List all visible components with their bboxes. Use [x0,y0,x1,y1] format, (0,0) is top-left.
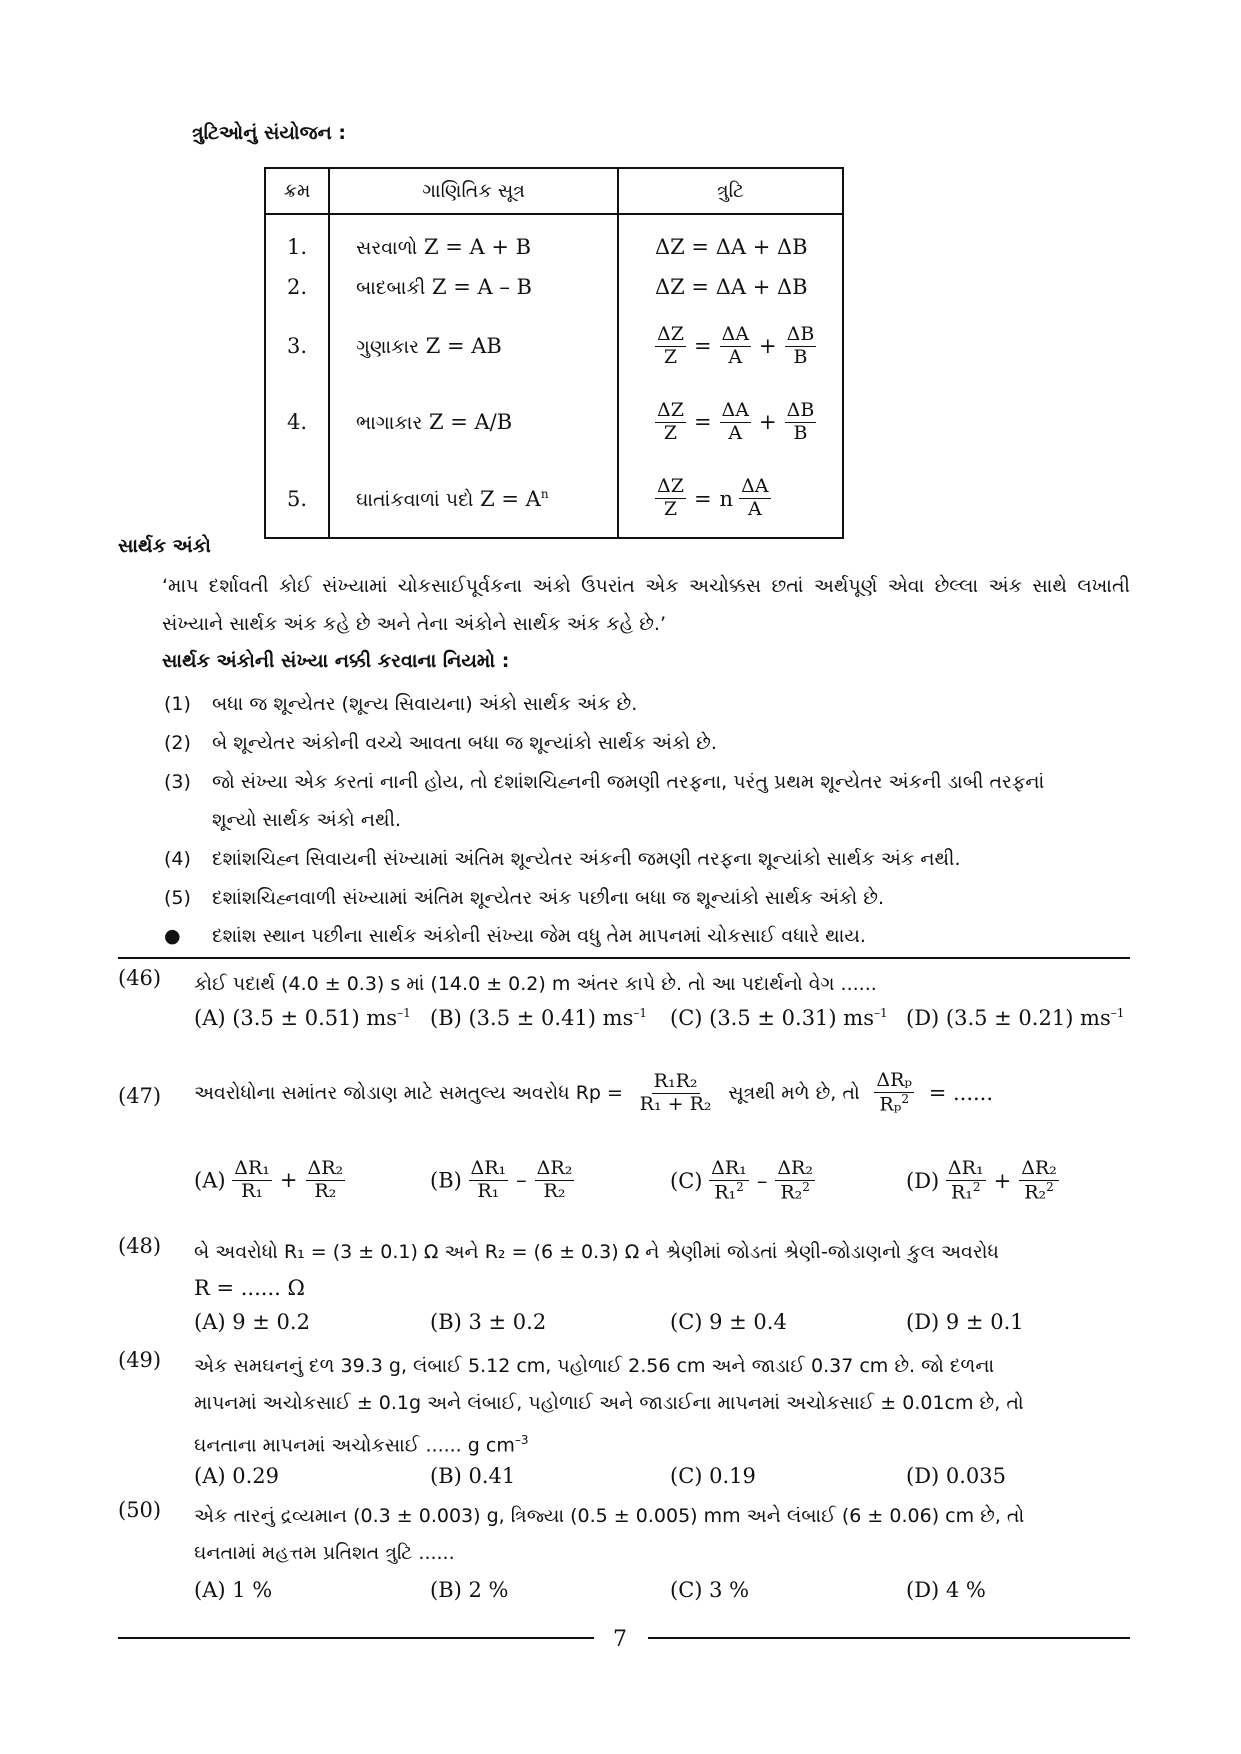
footer-rule-right [648,1637,1130,1639]
operation-label: ઘાતાંકવાળાં પદો [356,488,474,511]
fraction: $\frac{\Delta A}{A}$ [721,322,749,368]
row-number: 4. [265,384,329,460]
question-text-line: બે અવરોધો R₁ = (3 ± 0.1) Ω અને R₂ = (6 ± 0.3) Ω ને શ્રેણીમાં જોડતાં શ્રેણી-જોડાણનો કુલ અવરોધ [194,1241,999,1263]
row-number: 3. [265,308,329,384]
question-text-line: ઘનતાના માપનમાં અચોકસાઈ ...... g $cm^{-3}$ [194,1433,529,1457]
section-divider [118,957,1130,959]
formula-expression: Z = A [480,486,541,511]
table-row [265,214,843,266]
formula-cell [329,266,618,308]
column-header-serial: ક્રમ [265,168,329,214]
operation-label: ભાગાકાર [356,412,423,434]
definition-paragraph: ‘માપ દર્શાવતી કોઈ સંખ્યામાં ચોકસાઈપૂર્વકના અંકો ઉપરાંત એક અચોક્કસ છતાં અર્થપૂર્ણ એવા છેલ્લા અંક સાથે લખાતી સંખ્યાને સાર્થક અંક કહે છે અને તેના અંકોને સાર્થક અંક કહે છે.’ [162,575,1130,635]
option-c[interactable]: (C) 3 % [670,1578,750,1602]
formula-expression: Z = AB [425,334,502,358]
option-d[interactable]: (D) 9 ± 0.1 [906,1310,1024,1334]
rule-item-continuation: શૂન્યો સાર્થક અંકો નથી. [212,809,402,831]
question-46 [118,966,1130,1046]
table-row [265,460,843,538]
question-number: (49) [118,1348,162,1372]
rules-heading: સાર્થક અંકોની સંખ્યા નક્કી કરવાના નિયમો : [162,650,510,672]
row-number: 5. [265,460,329,538]
column-header-error: ત્રુટિ [618,168,843,214]
question-text-line: એક તારનું દ્રવ્યમાન (0.3 ± 0.003) g, ત્રિજ્યા (0.5 ± 0.005) mm અને લંબાઈ (6 ± 0.06) cm છે, તો [194,1505,1025,1527]
option-a[interactable]: (A) (3.5 ± 0.51) $ms^{-1}$ [194,1006,411,1030]
fraction: $\frac{\Delta Z}{Z}$ [657,475,684,520]
formula-cell [329,308,618,384]
fraction: $\frac{\Delta A}{A}$ [721,398,749,444]
formula-expression: Z = A – B [431,275,532,299]
options-row [194,1578,1130,1614]
options-row [194,1158,1130,1218]
option-d[interactable]: (D) (3.5 ± 0.21) $ms^{-1}$ [906,1006,1125,1030]
option-d[interactable]: (D) $\frac{\text{ΔR₁}}{R_1^2}$ + $\frac{\text{ΔR₂}}{R_2^2}$ [906,1157,1057,1204]
fraction: $\frac{\Delta Z}{Z}$ [657,322,684,368]
page-number: 7 [613,1627,627,1652]
question-48 [118,1234,1130,1344]
table-row [265,384,843,460]
options-row [194,1006,1130,1042]
question-text-line: ઘનતામાં મહત્તમ પ્રતિશત ત્રુટિ ...... [194,1542,455,1564]
rule-item: (1) બધા જ શૂન્યેતર (શૂન્ય સિવાયના) અંકો સાર્થક અંક છે. [164,693,638,715]
question-text: કોઈ પદાર્થ (4.0 ± 0.3) s માં (14.0 ± 0.2) m અંતર કાપે છે. તો આ પદાર્થનો વેગ ...... [194,973,877,995]
error-expression: ΔZ = ΔA + ΔB [618,266,843,308]
error-combination-table [264,167,844,539]
option-a[interactable]: (A) $\frac{\text{ΔR₁}}{\text{R₁}}$ + $\frac{\text{ΔR₂}}{\text{R₂}}$ [194,1157,344,1202]
fraction: $\frac{\text{ΔRₚ}}{R_p^2}$ [876,1069,913,1116]
question-number: (47) [118,1084,162,1108]
question-50 [118,1498,1130,1618]
column-header-formula: ગાણિતિક સૂત્ર [329,168,618,214]
option-c[interactable]: (C) 0.19 [670,1464,756,1488]
option-c[interactable]: (C) $\frac{\text{ΔR₁}}{R_1^2}$ – $\frac{\text{ΔR₂}}{R_2^2}$ [670,1157,813,1204]
formula-expression: Z = A + B [423,235,532,259]
options-row [194,1464,1130,1500]
rule-item: (5) દશાંશચિહ્નવાળી સંખ્યામાં અંતિમ શૂન્યેતર અંક પછીના બધા જ શૂન્યાંકો સાર્થક અંકો છે. [164,887,884,909]
operation-label: બાદબાકી [356,277,426,299]
fraction: $\frac{\Delta B}{B}$ [786,322,815,368]
option-c[interactable]: (C) (3.5 ± 0.31) $ms^{-1}$ [670,1006,888,1030]
error-expression: $\frac{\Delta Z}{Z}$ = $\frac{\Delta A}{A}$ + $\frac{\Delta B}{B}$ [618,384,843,460]
option-a[interactable]: (A) 9 ± 0.2 [194,1310,310,1334]
operation-label: સરવાળો [356,237,418,259]
formula-cell [329,384,618,460]
fraction: $\frac{\Delta A}{A}$ [741,475,769,520]
fraction: $\frac{\Delta Z}{Z}$ [657,398,684,444]
option-a[interactable]: (A) 0.29 [194,1464,279,1488]
fraction: $\frac{\Delta B}{B}$ [786,398,815,444]
footer-rule-left [118,1637,594,1639]
option-c[interactable]: (C) 9 ± 0.4 [670,1310,787,1334]
formula-cell [329,460,618,538]
question-number: (48) [118,1234,162,1258]
table-row [265,308,843,384]
error-expression: $\frac{\Delta Z}{Z}$ = $\frac{\Delta A}{A}$ + $\frac{\Delta B}{B}$ [618,308,843,384]
question-text-line: એક સમઘનનું દળ 39.3 g, લંબાઈ 5.12 cm, પહોળાઈ 2.56 cm અને જાડાઈ 0.37 cm છે. જો દળના [194,1355,995,1377]
rule-item: (4) દશાંશચિહ્ન સિવાયની સંખ્યામાં અંતિમ શૂન્યેતર અંકની જમણી તરફના શૂન્યાંકો સાર્થક અંક નથી. [164,848,961,870]
question-text: અવરોધોના સમાંતર જોડાણ માટે સમતુલ્ય અવરોધ Rp = $\frac{\text{R₁R₂}}{\text{R₁ + R₂}}$ સૂત્રથી મળે છે, તો $\frac{\text{ΔRₚ}}{R_p^2}$ = ...... [194,1069,994,1116]
row-number: 2. [265,266,329,308]
error-expression: $\frac{\Delta Z}{Z}$ = n $\frac{\Delta A}{A}$ [618,460,843,538]
row-number: 1. [265,214,329,266]
formula-cell [329,214,618,266]
question-49 [118,1348,1130,1498]
section-heading-error-combination: ત્રુટિઓનું સંયોજન : [192,122,347,144]
operation-label: ગુણાકાર [356,336,419,358]
table-row [265,266,843,308]
question-47 [118,1060,1130,1230]
option-a[interactable]: (A) 1 % [194,1578,273,1602]
rule-item: (2) બે શૂન્યેતર અંકોની વચ્ચે આવતા બધા જ શૂન્યાંકો સાર્થક અંકો છે. [164,732,717,754]
question-number: (46) [118,966,162,990]
option-d[interactable]: (D) 4 % [906,1578,986,1602]
section-heading-significant-figures: સાર્થક અંકો [118,535,211,557]
options-row [194,1310,1130,1346]
rule-item: (3) જો સંખ્યા એક કરતાં નાની હોય, તો દશાંશચિહ્નની જમણી તરફના, પરંતુ પ્રથમ શૂન્યેતર અંકની ડાબી તરફનાં [164,771,1045,793]
option-b[interactable]: (B) 0.41 [430,1464,516,1488]
option-b[interactable]: (B) 2 % [430,1578,509,1602]
formula-expression: Z = A/B [428,410,513,434]
option-b[interactable]: (B) $\frac{\text{ΔR₁}}{\text{R₁}}$ – $\frac{\text{ΔR₂}}{\text{R₂}}$ [430,1157,573,1202]
rule-item: ● દશાંશ સ્થાન પછીના સાર્થક અંકોની સંખ્યા જેમ વધુ તેમ માપનમાં ચોકસાઈ વધારે થાય. [164,917,1130,955]
fraction: $\frac{\text{R₁R₂}}{\text{R₁ + R₂}}$ [639,1069,712,1115]
question-text-line: R = ...... Ω [194,1276,305,1300]
bullet-icon: ● [164,925,181,947]
option-b[interactable]: (B) 3 ± 0.2 [430,1310,547,1334]
question-text-line: માપનમાં અચોકસાઈ ± 0.1g અને લંબાઈ, પહોળાઈ અને જાડાઈના માપનમાં અચોકસાઈ ± 0.01cm છે, તો [194,1392,1024,1414]
error-expression: ΔZ = ΔA + ΔB [618,214,843,266]
question-number: (50) [118,1498,162,1522]
exponent: n [540,486,549,501]
option-d[interactable]: (D) 0.035 [906,1464,1007,1488]
option-b[interactable]: (B) (3.5 ± 0.41) $ms^{-1}$ [430,1006,647,1030]
